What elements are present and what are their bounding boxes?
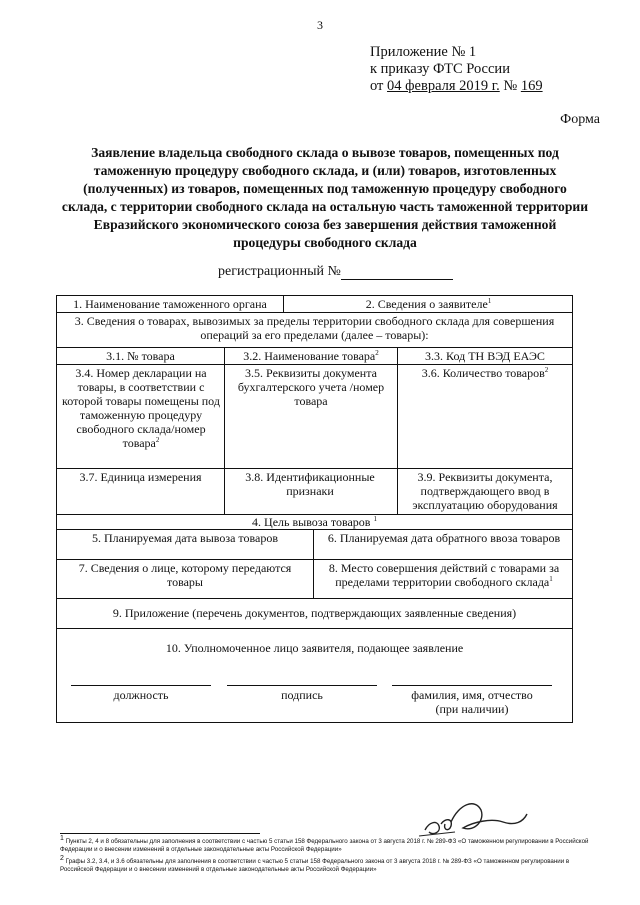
cell-recipient: 7. Сведения о лице, которому передаются товары [78, 561, 292, 589]
cell-attachments: 9. Приложение (перечень документов, подтверждающих заявленные сведения) [112, 606, 517, 620]
page-number: 3 [317, 18, 323, 32]
application-form-table [56, 295, 573, 723]
cell-customs-authority: 1. Наименование таможенного органа [73, 297, 267, 311]
footnote-2-text: Графы 3.2, 3.4, и 3.6 обязательны для заполнения в соответствии с частью 5 статьи 158 Федерального закона от 3 августа 2018 г. № 289-ФЗ «О таможенном регулировании в Российской Федерации и о внесении изменений в отдельные законодательные акты Российской Федерации» [60, 858, 570, 873]
appendix-from: от [370, 78, 388, 94]
cell-commissioning-document: 3.9. Реквизиты документа, подтверждающего ввод в эксплуатацию оборудования [412, 470, 558, 512]
cell-operations-place [319, 561, 569, 589]
footnote-1-text: Пункты 2, 4 и 8 обязательны для заполнения в соответствии с частью 5 статьи 158 Федерального закона от 3 августа 2018 г. № 289-ФЗ «О таможенном регулировании в Российской Федерации и о внесении изменений в отдельные законодательные акты Российской Федерации» [60, 838, 589, 853]
cell-hs-code: 3.3. Код ТН ВЭД ЕАЭС [425, 349, 545, 363]
footnote-ref: 2 [155, 436, 160, 444]
appendix-header [370, 44, 543, 95]
cell-accounting-document: 3.5. Реквизиты документа бухгалтерского учета /номер товара [237, 366, 385, 408]
cell-goods-info: 3. Сведения о товарах, вывозимых за пределы территории свободного склада для совершения операций за его пределами (далее – товары): [74, 314, 555, 342]
registration-number [218, 264, 453, 280]
footnote-2-mark: 2 [60, 854, 64, 862]
signature-mark [415, 792, 535, 844]
cell-applicant-label: 2. Сведения о заявителе [365, 297, 488, 311]
cell-declaration-label: 3.4. Номер декларации на товары, в соответствии с которой товары помещены под таможенную процедуру свободного склада/номер товара [62, 366, 220, 450]
cell-quantity-label: 3.6. Количество товаров [421, 366, 545, 380]
appendix-line2: к приказу ФТС России [370, 61, 510, 77]
footnote-1-mark: 1 [60, 834, 64, 842]
footnote-ref: 1 [373, 515, 377, 523]
cell-goods-number: 3.1. № товара [106, 349, 175, 363]
cell-unit: 3.7. Единица измерения [79, 470, 202, 484]
cell-identification: 3.8. Идентификационные признаки [245, 470, 375, 498]
form-label: Форма [560, 112, 600, 127]
cell-export-purpose [57, 515, 572, 529]
cell-goods-name-label: 3.2. Наименование товара [243, 349, 376, 363]
cell-applicant [287, 297, 570, 311]
footnote-ref: 2 [544, 366, 549, 374]
cell-declaration-number [61, 366, 221, 450]
sig-position-label: должность [113, 688, 169, 702]
appendix-num-sign: № [499, 78, 521, 94]
footnote-ref: 2 [375, 349, 379, 357]
order-date: 04 февраля 2019 г. [387, 78, 500, 94]
registration-number-field[interactable] [341, 265, 453, 280]
registration-label: регистрационный № [218, 264, 341, 279]
cell-export-date: 5. Планируемая дата вывоза товаров [92, 531, 278, 545]
cell-operations-place-label: 8. Место совершения действий с товарами за пределами территории свободного склада [328, 561, 560, 589]
cell-return-date: 6. Планируемая дата обратного ввоза товаров [327, 531, 561, 545]
sig-signature-label: подпись [281, 688, 323, 702]
footnote-ref: 1 [487, 297, 492, 305]
footnote-2 [60, 854, 600, 874]
cell-authorized-person: 10. Уполномоченное лицо заявителя, подающее заявление [165, 641, 464, 655]
sig-name-line1: фамилия, имя, отчество [411, 688, 533, 702]
order-number: 169 [520, 78, 543, 94]
footnote-ref: 1 [549, 575, 553, 583]
appendix-line3 [370, 78, 543, 95]
cell-goods-name [225, 349, 397, 363]
appendix-line1: Приложение № 1 [370, 44, 477, 60]
cell-quantity [398, 366, 572, 380]
document-title: Заявление владельца свободного склада о вывозе товаров, помещенных под таможенную процедуру свободного склада, и (или) товаров, изготовленных (полученных) из товаров, помещенных под таможенную процедуру свободного склада, с территории свободного склада на остальную часть таможенной территории Евразийского экономического союза без завершения действия таможенной процедуры свободного склада [61, 145, 589, 250]
sig-name-line2: (при наличии) [435, 702, 509, 716]
cell-export-purpose-label: 4. Цель вывоза товаров [252, 515, 371, 529]
footnote-divider [60, 833, 260, 834]
sig-name-label [392, 688, 552, 716]
footnote-1 [60, 834, 600, 854]
